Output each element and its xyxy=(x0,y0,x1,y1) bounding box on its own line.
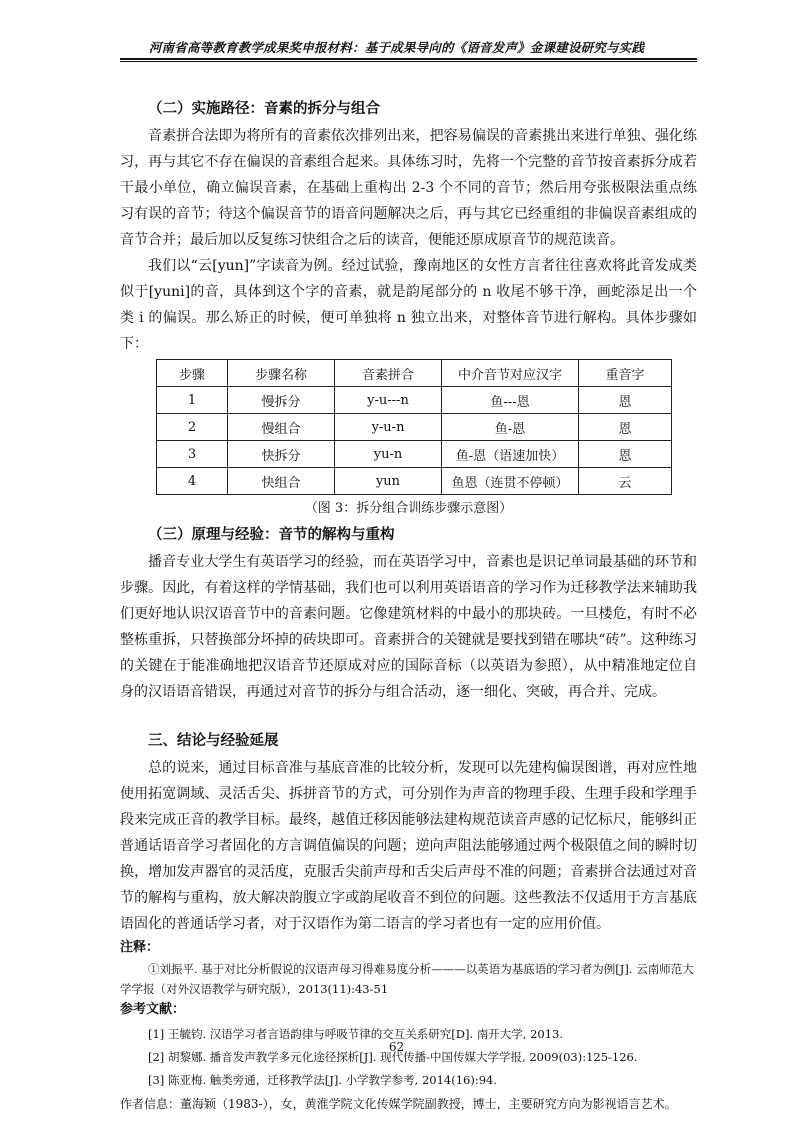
table-header-cell: 音素拼合 xyxy=(335,360,442,387)
table-header-cell: 中介音节对应汉字 xyxy=(442,360,579,387)
main-content xyxy=(120,95,697,1115)
paragraph: 我们以“云[yun]”字读音为例。经过试验，豫南地区的女性方言者往往喜欢将此音发成类似于[yuni]的音，具体到这个字的音素，就是韵尾部分的 n 收尾不够干净，画蛇添足出一个类 i 的偏误。那么矫正的时候，便可单独将 n 独立出来，对整体音节进行解构。具体步骤如下： xyxy=(120,258,697,352)
table-row xyxy=(157,387,672,414)
table-header-cell: 步骤 xyxy=(157,360,228,387)
table-cell: y-u---n xyxy=(335,387,442,414)
table-cell: 慢拆分 xyxy=(228,387,335,414)
page-number: 62 xyxy=(388,1040,405,1054)
header-rule xyxy=(120,58,697,60)
reference-item: [1] 王毓钧. 汉语学习者言语韵律与呼吸节律的交互关系研究[D]. 南开大学, 2013. xyxy=(148,1027,563,1041)
table-cell: 4 xyxy=(157,468,228,495)
table-cell: yu-n xyxy=(335,441,442,468)
running-header: 河南省高等教育教学成果奖申报材料：基于成果导向的《语音发声》金课建设研究与实践 xyxy=(148,40,645,55)
table-cell: 鱼---恩 xyxy=(442,387,579,414)
table-cell: 3 xyxy=(157,441,228,468)
table-cell: 恩 xyxy=(579,441,672,468)
table-header-cell: 重音字 xyxy=(579,360,672,387)
table-row xyxy=(157,468,672,495)
table-cell: 2 xyxy=(157,414,228,441)
table-caption: （图 3：拆分组合训练步骤示意图） xyxy=(304,501,513,516)
table-cell: 恩 xyxy=(579,414,672,441)
table-cell: 鱼恩（连贯不停顿） xyxy=(442,468,579,495)
table-cell: 快组合 xyxy=(228,468,335,495)
table-cell: 鱼-恩 xyxy=(442,414,579,441)
note-line: 学学报（对外汉语教学与研究版），2013(11):43-51 xyxy=(120,982,389,996)
table-cell: 恩 xyxy=(579,387,672,414)
section-heading-principle: （三）原理与经验：音节的解构与重构 xyxy=(148,526,395,543)
table-cell: 云 xyxy=(579,468,672,495)
table-cell: 鱼-恩（语速加快） xyxy=(442,441,579,468)
steps-table xyxy=(156,359,672,495)
section-heading-implementation: （二）实施路径：音素的拆分与组合 xyxy=(148,100,380,117)
reference-item: [3] 陈亚梅. 触类旁通，迁移教学法[J]. 小学教学参考, 2014(16):94. xyxy=(148,1073,497,1087)
header-rule-thin xyxy=(120,61,697,62)
reference-item: [2] 胡黎娜. 播音发声教学多元化途径探析[J]. 现代传播-中国传媒大学学报, 2009(03):125-126. xyxy=(148,1050,638,1064)
table-cell: 1 xyxy=(157,387,228,414)
table-row xyxy=(157,441,672,468)
table-cell: y-u-n xyxy=(335,414,442,441)
paragraph: 音素拼合法即为将所有的音素依次排列出来，把容易偏误的音素挑出来进行单独、强化练习，再与其它不存在偏误的音素组合起来。具体练习时，先将一个完整的音节按音素拆分成若干最小单位，确立偏误音素，在基础上重构出 2-3 个不同的音节；然后用夸张极限法重点练习有误的音节；待这个偏误音节的语音问题解决之后，再与其它已经重组的非偏误音素组成的音节合并；最后加以反复练习快组合之后的读音，便能还原成原音节的规范读音。 xyxy=(120,128,697,248)
table-header-cell: 步骤名称 xyxy=(228,360,335,387)
paragraph: 总的说来，通过目标音准与基底音准的比较分析，发现可以先建构偏误图谱，再对应性地使用拓宽调域、灵活舌尖、拆拼音节的方式，可分别作为声音的物理手段、生理手段和学理手段来完成正音的教学目标。最终，越值迁移因能够法建构规范读音声感的记忆标尺，能够纠正普通话语音学习者固化的方言调值偏误的问题；逆向声阻法能够通过两个极限值之间的瞬时切换，增加发声器官的灵活度，克服舌尖前声母和舌尖后声母不准的问题；音素拼合法通过对音节的解构与重构，放大解决韵腹立字或韵尾收音不到位的问题。这些教法不仅适用于方言基底语固化的普通话学习者，对于汉语作为第二语言的学习者也有一定的应用价值。 xyxy=(120,760,697,932)
paragraph: 播音专业大学生有英语学习的经验，而在英语学习中，音素也是识记单词最基础的环节和步骤。因此，有着这样的学情基础，我们也可以利用英语语音的学习作为迁移教学法来辅助我们更好地认识汉语音节中的音素问题。它像建筑材料的中最小的那块砖。一旦楼危，有时不必整栋重拆，只替换部分坏掉的砖块即可。音素拼合的关键就是要找到错在哪块“砖”。这种练习的关键在于能准确地把汉语音节还原成对应的国际音标（以英语为参照），从中精准地定位自身的汉语语音错误，再通过对音节的拆分与组合活动，逐一细化、突破，再合并、完成。 xyxy=(120,554,697,700)
table-header-row xyxy=(157,360,672,387)
table-cell: yun xyxy=(335,468,442,495)
author-info: 作者信息：董海颖（1983-），女，黄淮学院文化传媒学院副教授，博士，主要研究方向为影视语言艺术。 xyxy=(120,1097,677,1111)
notes-title: 注释： xyxy=(120,940,160,955)
table-row xyxy=(157,414,672,441)
table-cell: 快拆分 xyxy=(228,441,335,468)
references-title: 参考文献： xyxy=(120,1002,186,1017)
table-cell: 慢组合 xyxy=(228,414,335,441)
section-heading-conclusion: 三、结论与经验延展 xyxy=(148,732,279,749)
note-line: ①刘振平. 基于对比分析假说的汉语声母习得难易度分析———以英语为基底语的学习者为例[J]. 云南师范大 xyxy=(148,962,694,976)
